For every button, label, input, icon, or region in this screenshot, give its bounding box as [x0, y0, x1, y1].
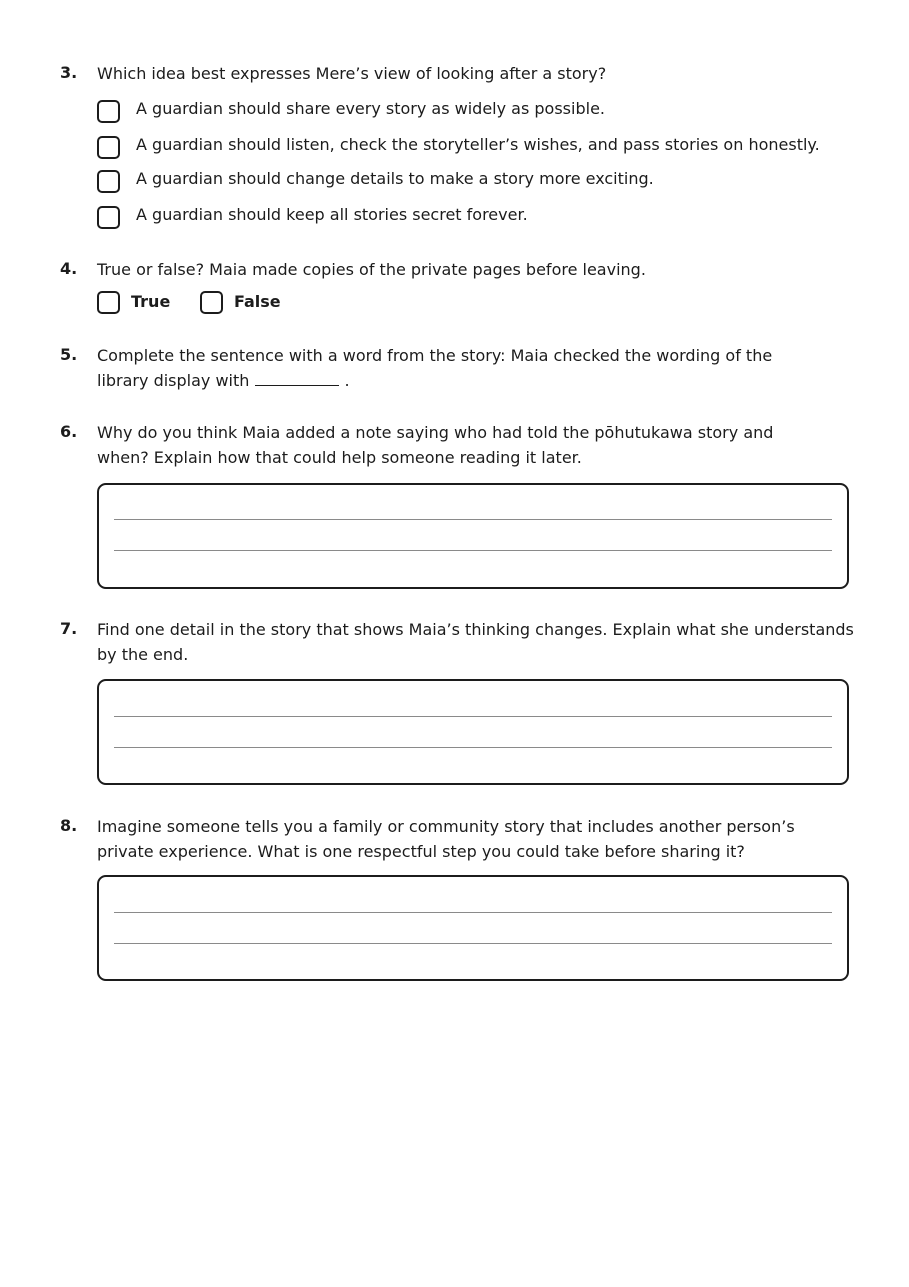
q7-answer-box[interactable]	[97, 679, 849, 785]
writing-line	[114, 716, 832, 717]
writing-line	[114, 747, 832, 748]
option-label: A guardian should listen, check the storyteller’s wishes, and pass stories on honestly.	[136, 135, 820, 154]
question-number: 4.	[60, 259, 78, 278]
question-number: 5.	[60, 345, 78, 364]
question-text: Which idea best expresses Mere’s view of looking after a story?	[97, 64, 607, 83]
question-text: Find one detail in the story that shows Maia’s thinking changes. Explain what she understands by the end.	[97, 620, 854, 664]
false-label: False	[234, 292, 281, 311]
question-text-after: .	[344, 371, 350, 390]
fill-in-blank[interactable]	[255, 369, 339, 386]
question-number: 6.	[60, 422, 78, 441]
question-text	[97, 343, 817, 393]
option-label: A guardian should keep all stories secret forever.	[136, 205, 528, 224]
question-number: 7.	[60, 619, 78, 638]
checkbox[interactable]	[200, 291, 223, 314]
question-text: Imagine someone tells you a family or community story that includes another person’s private experience. What is one respectful step you could take before sharing it?	[97, 817, 795, 861]
writing-line	[114, 519, 832, 520]
writing-line	[114, 912, 832, 913]
q8-answer-box[interactable]	[97, 875, 849, 981]
question-text-before: Complete the sentence with a word from the story: Maia checked the wording of the library display with	[97, 346, 773, 390]
option-label: A guardian should share every story as widely as possible.	[136, 99, 605, 118]
question-text: Why do you think Maia added a note saying who had told the pōhutukawa story and when? Explain how that could help someone reading it later.	[97, 423, 774, 467]
checkbox[interactable]	[97, 291, 120, 314]
question-number: 8.	[60, 816, 78, 835]
true-label: True	[131, 292, 171, 311]
checkbox[interactable]	[97, 206, 120, 229]
checkbox[interactable]	[97, 170, 120, 193]
q4-option-true[interactable]	[97, 291, 177, 319]
checkbox[interactable]	[97, 136, 120, 159]
writing-line	[114, 550, 832, 551]
option-label: A guardian should change details to make a story more exciting.	[136, 169, 654, 188]
q6-answer-box[interactable]	[97, 483, 849, 589]
q4-option-false[interactable]	[200, 291, 290, 319]
checkbox[interactable]	[97, 100, 120, 123]
question-number: 3.	[60, 63, 78, 82]
writing-line	[114, 943, 832, 944]
question-text: True or false? Maia made copies of the private pages before leaving.	[97, 260, 646, 279]
